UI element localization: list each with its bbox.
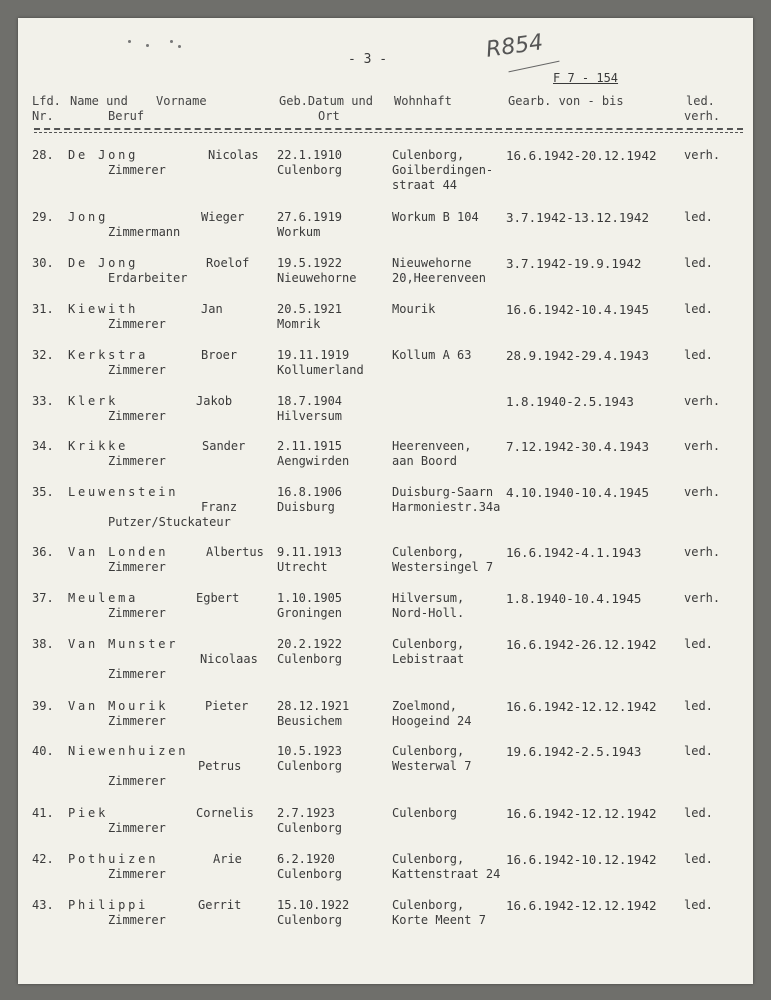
header-geb-line1: Geb.Datum und	[279, 94, 373, 108]
residence-line: Mourik	[392, 302, 436, 316]
page-number: - 3 -	[348, 52, 388, 67]
birth-place: Aengwirden	[277, 454, 350, 468]
first-name: Jakob	[196, 394, 233, 408]
occupation: Zimmerer	[108, 821, 166, 835]
residence-line: Culenborg,	[392, 148, 465, 162]
row-number: 28.	[32, 148, 54, 162]
row-number: 41.	[32, 806, 54, 820]
table-row	[18, 210, 753, 254]
residence-line: Culenborg,	[392, 898, 465, 912]
first-name: Wieger	[201, 210, 245, 224]
header-separator	[34, 128, 743, 130]
header-name-line2: Beruf	[108, 109, 145, 123]
surname: Meulema	[68, 591, 139, 605]
residence-line: Goilberdingen-	[392, 163, 494, 177]
residence-line: Korte Meent 7	[392, 913, 486, 927]
birth-place: Hilversum	[277, 409, 343, 423]
header-separator-2	[34, 132, 743, 133]
surname: Niewenhuizen	[68, 744, 189, 758]
occupation: Zimmerer	[108, 409, 166, 423]
ink-mark	[178, 45, 181, 48]
work-period: 16.6.1942-26.12.1942	[506, 637, 657, 652]
row-number: 37.	[32, 591, 54, 605]
occupation: Zimmermann	[108, 225, 181, 239]
table-row	[18, 637, 753, 681]
occupation: Zimmerer	[108, 163, 166, 177]
birth-date: 27.6.1919	[277, 210, 343, 224]
birth-place: Utrecht	[277, 560, 328, 574]
surname: Van Munster	[68, 637, 179, 651]
birth-date: 18.7.1904	[277, 394, 343, 408]
header-name-line1: Name und	[70, 94, 128, 108]
residence-line: Kollum A 63	[392, 348, 472, 362]
birth-place: Culenborg	[277, 867, 343, 881]
work-period: 4.10.1940-10.4.1945	[506, 485, 649, 500]
marital-status: led.	[684, 302, 713, 316]
birth-date: 28.12.1921	[277, 699, 350, 713]
surname: Klerk	[68, 394, 119, 408]
header-nr-line1: Lfd.	[32, 94, 61, 108]
birth-place: Momrik	[277, 317, 321, 331]
work-period: 16.6.1942-12.12.1942	[506, 806, 657, 821]
work-period: 16.6.1942-4.1.1943	[506, 545, 642, 560]
first-name: Broer	[201, 348, 238, 362]
row-number: 43.	[32, 898, 54, 912]
birth-date: 6.2.1920	[277, 852, 335, 866]
residence-line: Hoogeind 24	[392, 714, 472, 728]
header-nr-line2: Nr.	[32, 109, 54, 123]
surname: Kiewith	[68, 302, 139, 316]
residence-line: Culenborg	[392, 806, 458, 820]
table-row	[18, 148, 753, 192]
occupation: Zimmerer	[108, 560, 166, 574]
header-status-line1: led.	[686, 94, 715, 108]
birth-place: Culenborg	[277, 759, 343, 773]
surname: Kerkstra	[68, 348, 149, 362]
row-number: 42.	[32, 852, 54, 866]
table-row	[18, 898, 753, 942]
birth-date: 15.10.1922	[277, 898, 350, 912]
row-number: 30.	[32, 256, 54, 270]
marital-status: led.	[684, 852, 713, 866]
first-name: Egbert	[196, 591, 240, 605]
first-name: Sander	[202, 439, 246, 453]
archive-mark-underline	[508, 61, 559, 73]
occupation: Zimmerer	[108, 867, 166, 881]
work-period: 3.7.1942-13.12.1942	[506, 210, 649, 225]
residence-line: Culenborg,	[392, 545, 465, 559]
residence-line: 20,Heerenveen	[392, 271, 486, 285]
work-period: 19.6.1942-2.5.1943	[506, 744, 642, 759]
header-wohnhaft: Wohnhaft	[394, 94, 452, 108]
marital-status: verh.	[684, 591, 721, 605]
first-name: Roelof	[206, 256, 250, 270]
row-number: 40.	[32, 744, 54, 758]
marital-status: verh.	[684, 545, 721, 559]
table-row	[18, 744, 753, 788]
birth-date: 16.8.1906	[277, 485, 343, 499]
work-period: 3.7.1942-19.9.1942	[506, 256, 642, 271]
surname: De Jong	[68, 256, 139, 270]
header-gearb: Gearb. von - bis	[508, 94, 624, 108]
occupation: Zimmerer	[108, 913, 166, 927]
marital-status: led.	[684, 210, 713, 224]
birth-place: Nieuwehorne	[277, 271, 357, 285]
birth-place: Groningen	[277, 606, 343, 620]
row-number: 38.	[32, 637, 54, 651]
first-name: Cornelis	[196, 806, 254, 820]
ink-mark	[146, 44, 149, 47]
birth-date: 2.7.1923	[277, 806, 335, 820]
residence-line: Kattenstraat 24	[392, 867, 501, 881]
table-row	[18, 348, 753, 392]
row-number: 33.	[32, 394, 54, 408]
marital-status: verh.	[684, 394, 721, 408]
table-row	[18, 806, 753, 850]
table-row	[18, 699, 753, 743]
first-name: Arie	[213, 852, 242, 866]
marital-status: verh.	[684, 485, 721, 499]
occupation: Zimmerer	[108, 714, 166, 728]
residence-line: Harmoniestr.34a	[392, 500, 501, 514]
birth-date: 1.10.1905	[277, 591, 343, 605]
table-row	[18, 302, 753, 346]
birth-date: 10.5.1923	[277, 744, 343, 758]
surname: Leuwenstein	[68, 485, 179, 499]
surname: Philippi	[68, 898, 149, 912]
residence-line: Zoelmond,	[392, 699, 458, 713]
marital-status: led.	[684, 806, 713, 820]
residence-line: Workum B 104	[392, 210, 479, 224]
row-number: 34.	[32, 439, 54, 453]
row-number: 32.	[32, 348, 54, 362]
occupation: Erdarbeiter	[108, 271, 188, 285]
residence-line: Duisburg-Saarn	[392, 485, 494, 499]
occupation: Zimmerer	[108, 454, 166, 468]
birth-place: Workum	[277, 225, 321, 239]
residence-line: Culenborg,	[392, 852, 465, 866]
header-status-line2: verh.	[684, 109, 721, 123]
birth-date: 20.5.1921	[277, 302, 343, 316]
first-name: Nicolaas	[200, 652, 258, 666]
surname: Van Mourik	[68, 699, 169, 713]
table-row	[18, 256, 753, 300]
first-name: Franz	[201, 500, 238, 514]
work-period: 1.8.1940-2.5.1943	[506, 394, 634, 409]
occupation: Putzer/Stuckateur	[108, 515, 231, 529]
residence-line: Hilversum,	[392, 591, 465, 605]
first-name: Gerrit	[198, 898, 242, 912]
table-row	[18, 852, 753, 896]
ink-mark	[128, 40, 131, 43]
ink-mark	[170, 40, 173, 43]
marital-status: verh.	[684, 439, 721, 453]
table-row	[18, 485, 753, 529]
birth-date: 20.2.1922	[277, 637, 343, 651]
document-page	[18, 18, 753, 984]
marital-status: led.	[684, 637, 713, 651]
residence-line: Lebistraat	[392, 652, 465, 666]
archive-mark: R854	[484, 30, 545, 63]
first-name: Nicolas	[208, 148, 259, 162]
occupation: Zimmerer	[108, 317, 166, 331]
surname: Van Londen	[68, 545, 169, 559]
first-name: Pieter	[205, 699, 249, 713]
birth-date: 9.11.1913	[277, 545, 343, 559]
residence-line: Nord-Holl.	[392, 606, 465, 620]
table-row	[18, 394, 753, 438]
surname: Krikke	[68, 439, 129, 453]
birth-place: Duisburg	[277, 500, 335, 514]
residence-line: Westerwal 7	[392, 759, 472, 773]
row-number: 35.	[32, 485, 54, 499]
occupation: Zimmerer	[108, 667, 166, 681]
row-number: 39.	[32, 699, 54, 713]
birth-date: 19.5.1922	[277, 256, 343, 270]
work-period: 16.6.1942-12.12.1942	[506, 898, 657, 913]
birth-place: Kollumerland	[277, 363, 364, 377]
marital-status: led.	[684, 898, 713, 912]
work-period: 1.8.1940-10.4.1945	[506, 591, 642, 606]
first-name: Albertus	[206, 545, 264, 559]
work-period: 16.6.1942-12.12.1942	[506, 699, 657, 714]
marital-status: verh.	[684, 148, 721, 162]
birth-place: Culenborg	[277, 913, 343, 927]
surname: De Jong	[68, 148, 139, 162]
occupation: Zimmerer	[108, 774, 166, 788]
birth-date: 2.11.1915	[277, 439, 343, 453]
work-period: 16.6.1942-10.12.1942	[506, 852, 657, 867]
first-name: Jan	[201, 302, 223, 316]
marital-status: led.	[684, 744, 713, 758]
row-number: 29.	[32, 210, 54, 224]
header-geb-line2: Ort	[318, 109, 340, 123]
residence-line: Culenborg,	[392, 637, 465, 651]
surname: Piek	[68, 806, 109, 820]
surname: Jong	[68, 210, 109, 224]
row-number: 31.	[32, 302, 54, 316]
residence-line: aan Boord	[392, 454, 458, 468]
marital-status: led.	[684, 699, 713, 713]
birth-place: Culenborg	[277, 163, 343, 177]
birth-place: Beusichem	[277, 714, 343, 728]
residence-line: Nieuwehorne	[392, 256, 472, 270]
occupation: Zimmerer	[108, 606, 166, 620]
birth-date: 19.11.1919	[277, 348, 350, 362]
header-vorname: Vorname	[156, 94, 207, 108]
residence-line: straat 44	[392, 178, 458, 192]
residence-line: Culenborg,	[392, 744, 465, 758]
work-period: 16.6.1942-20.12.1942	[506, 148, 657, 163]
marital-status: led.	[684, 348, 713, 362]
row-number: 36.	[32, 545, 54, 559]
work-period: 28.9.1942-29.4.1943	[506, 348, 649, 363]
table-row	[18, 591, 753, 635]
birth-place: Culenborg	[277, 821, 343, 835]
marital-status: led.	[684, 256, 713, 270]
first-name: Petrus	[198, 759, 242, 773]
residence-line: Westersingel 7	[392, 560, 494, 574]
table-row	[18, 439, 753, 483]
birth-place: Culenborg	[277, 652, 343, 666]
file-reference: F 7 - 154	[553, 71, 619, 85]
occupation: Zimmerer	[108, 363, 166, 377]
birth-date: 22.1.1910	[277, 148, 343, 162]
work-period: 7.12.1942-30.4.1943	[506, 439, 649, 454]
table-row	[18, 545, 753, 589]
surname: Pothuizen	[68, 852, 159, 866]
residence-line: Heerenveen,	[392, 439, 472, 453]
work-period: 16.6.1942-10.4.1945	[506, 302, 649, 317]
